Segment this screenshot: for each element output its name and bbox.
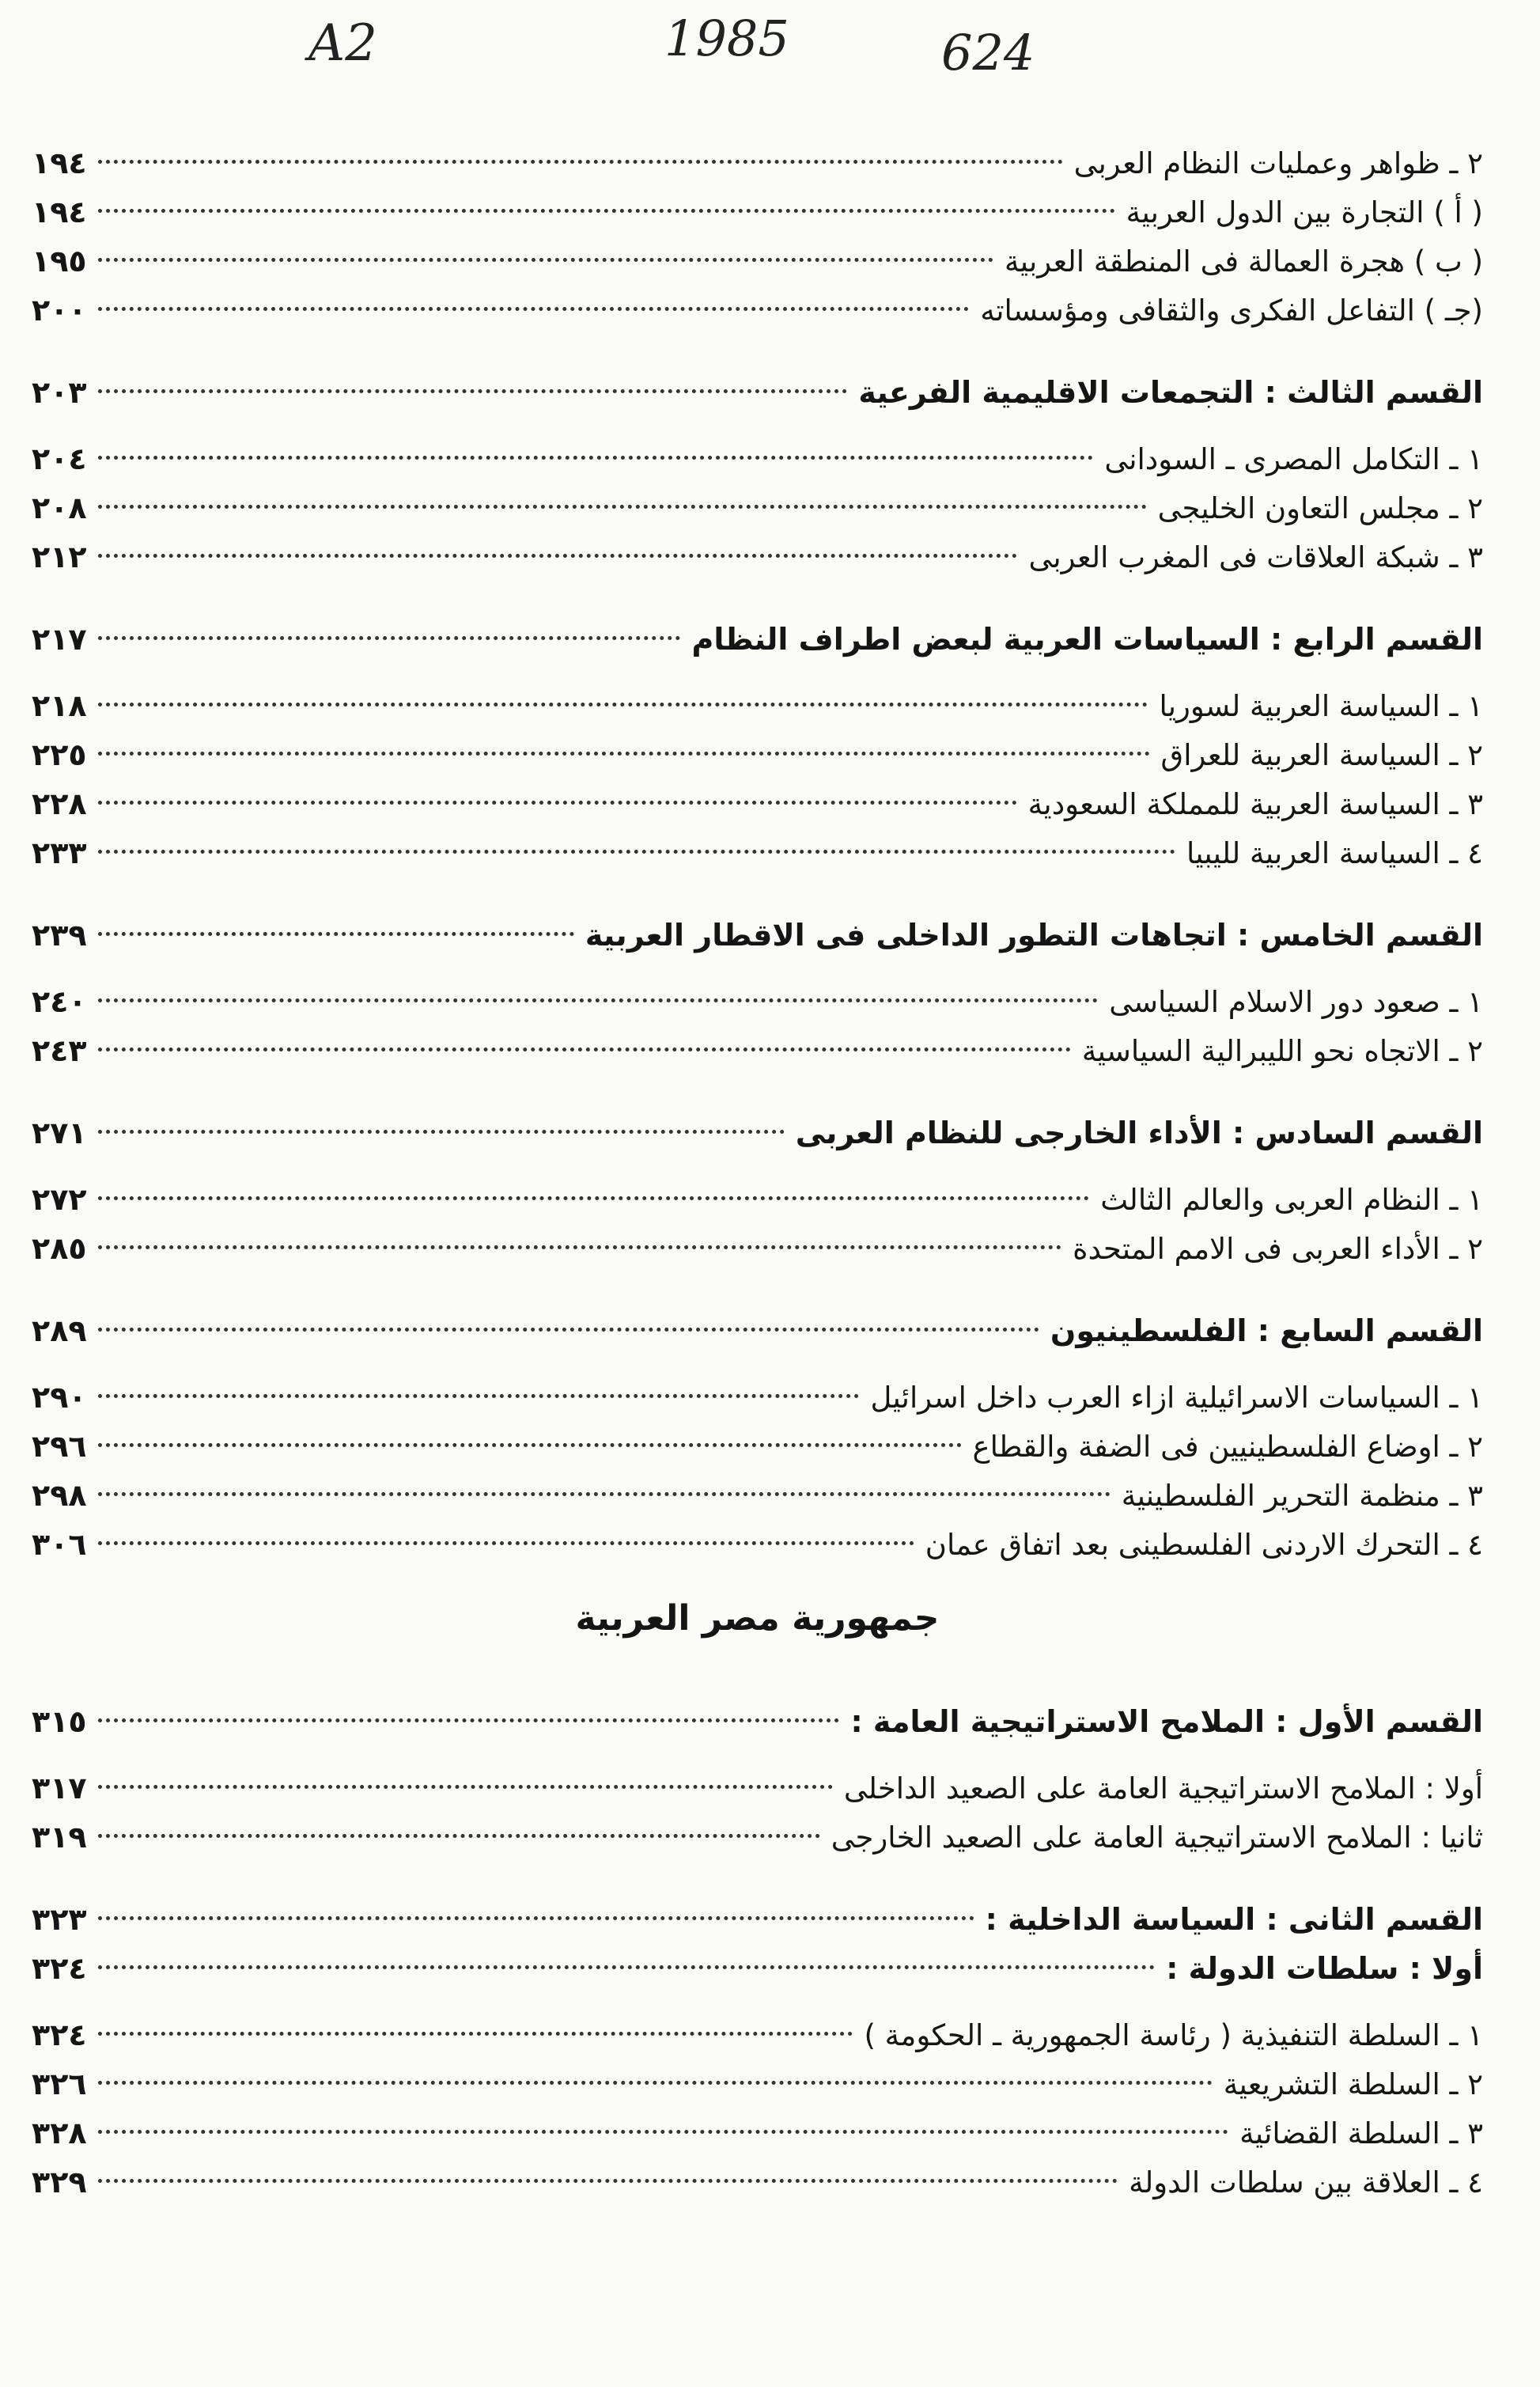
- toc-entry-label: ١ ـ السياسة العربية لسوريا: [1159, 689, 1483, 723]
- toc-entry-label: ٣ ـ السياسة العربية للمملكة السعودية: [1027, 787, 1483, 821]
- dot-leader: [98, 850, 1175, 854]
- toc-entry: [32, 1175, 1483, 1224]
- toc-entry-label: ٢ ـ اوضاع الفلسطينيين فى الضفة والقطاع: [972, 1430, 1483, 1464]
- dot-leader: [98, 2130, 1228, 2134]
- toc-entry: [32, 1471, 1483, 1520]
- toc-page-number: ٣١٥: [32, 1704, 87, 1739]
- dot-leader: [98, 1196, 1090, 1200]
- dot-leader: [98, 1048, 1071, 1051]
- toc-entry: [32, 1224, 1483, 1273]
- toc-entry: [32, 730, 1483, 779]
- toc-page-number: ٣٠٦: [32, 1527, 87, 1562]
- toc-heading: جمهورية مصر العربية: [575, 1598, 940, 1639]
- toc-entry: [32, 2010, 1483, 2059]
- toc-entry-label: القسم الأول : الملامح الاستراتيجية العامة :: [850, 1704, 1483, 1739]
- dot-leader: [98, 456, 1094, 460]
- toc-page-number: ٢١٨: [32, 688, 87, 723]
- toc-entry-label: ٤ ـ السياسة العربية لليبيا: [1186, 836, 1483, 870]
- toc-section-entry: [32, 1697, 1483, 1746]
- toc-entry: [32, 828, 1483, 877]
- toc-section-entry: [32, 1944, 1483, 1993]
- dot-leader: [98, 752, 1150, 756]
- toc-entry-label: ( أ ) التجارة بين الدول العربية: [1126, 195, 1483, 229]
- toc-entry: [32, 1813, 1483, 1862]
- toc-entry: [32, 2158, 1483, 2207]
- toc-entry-label: القسم الثانى : السياسة الداخلية :: [985, 1902, 1483, 1937]
- dot-leader: [98, 2081, 1213, 2085]
- handwritten-note-a: A2: [308, 14, 377, 73]
- toc-section-entry: [32, 1895, 1483, 1944]
- toc-entry-label: ١ ـ صعود دور الاسلام السياسى: [1109, 985, 1483, 1019]
- dot-leader: [98, 932, 574, 936]
- toc-entry: [32, 237, 1483, 286]
- dot-leader: [98, 1443, 962, 1447]
- dot-leader: [98, 998, 1099, 1002]
- toc-page-number: ٣١٩: [32, 1820, 87, 1855]
- toc-page-number: ٣٢٩: [32, 2165, 87, 2199]
- toc-page-number: ٢٩٨: [32, 1478, 87, 1513]
- toc-entry: [32, 2059, 1483, 2109]
- dot-leader: [98, 801, 1017, 805]
- toc-page-number: ٢٤٣: [32, 1033, 87, 1068]
- toc-entry: [32, 483, 1483, 532]
- toc-page-number: ٢٠٣: [32, 375, 87, 410]
- toc-entry-label: ٢ ـ الاتجاه نحو الليبرالية السياسية: [1081, 1034, 1483, 1068]
- toc-page-number: ٢٧٢: [32, 1182, 87, 1217]
- toc-page-number: ٢٨٩: [32, 1313, 87, 1348]
- toc-entry-label: (جـ ) التفاعل الفكرى والثقافى ومؤسساته: [980, 294, 1483, 328]
- dot-leader: [98, 636, 681, 640]
- toc-page-number: ٢٢٨: [32, 786, 87, 821]
- toc-page-number: ٣٢٣: [32, 1902, 87, 1937]
- toc-entry: [32, 1422, 1483, 1471]
- toc-page-number: ٢٤٠: [32, 984, 87, 1019]
- toc-entry: [32, 1764, 1483, 1813]
- toc-page-number: ٣٢٤: [32, 1951, 87, 1986]
- dot-leader: [98, 1492, 1111, 1496]
- dot-leader: [98, 389, 848, 393]
- dot-leader: [98, 505, 1147, 509]
- toc-section-entry: [32, 1108, 1483, 1158]
- toc-page-number: ١٩٤: [32, 195, 87, 229]
- toc-entry-label: ( ب ) هجرة العمالة فى المنطقة العربية: [1004, 244, 1483, 278]
- toc-page-number: ١٩٤: [32, 146, 87, 180]
- toc-page-number: ٢٢٥: [32, 737, 87, 772]
- toc-page-number: ٢٠٠: [32, 293, 87, 328]
- dot-leader: [98, 1328, 1039, 1332]
- dot-leader: [98, 1785, 833, 1789]
- toc-entry-label: أولا : الملامح الاستراتيجية العامة على الصعيد الداخلى: [843, 1771, 1483, 1805]
- toc-page-number: ٣٢٨: [32, 2116, 87, 2150]
- toc-page-number: ٢٣٣: [32, 835, 87, 870]
- dot-leader: [98, 554, 1018, 558]
- toc-entry-label: القسم الثالث : التجمعات الاقليمية الفرعية: [858, 375, 1483, 410]
- toc-page-number: ٣٢٦: [32, 2067, 87, 2101]
- toc-entry: [32, 138, 1483, 188]
- dot-leader: [98, 1965, 1156, 1969]
- toc-page-number: ٢٠٨: [32, 491, 87, 525]
- dot-leader: [98, 2032, 853, 2036]
- toc-entry-label: ٢ ـ ظواهر وعمليات النظام العربى: [1073, 146, 1483, 180]
- toc-entry-label: ١ ـ التكامل المصرى ـ السودانى: [1104, 442, 1483, 476]
- toc-entry: [32, 434, 1483, 483]
- toc-entry-label: ثانيا : الملامح الاستراتيجية العامة على الصعيد الخارجى: [831, 1821, 1483, 1855]
- toc-entry-label: ٢ ـ السلطة التشريعية: [1223, 2067, 1483, 2101]
- dot-leader: [98, 1834, 820, 1838]
- toc-section-entry: [32, 1306, 1483, 1355]
- toc-page-number: ٢٣٩: [32, 918, 87, 953]
- dot-leader: [98, 160, 1063, 164]
- toc-page-number: ١٩٥: [32, 244, 87, 278]
- dot-leader: [98, 703, 1148, 707]
- toc-section-entry: [32, 368, 1483, 417]
- toc-entry-label: ٣ ـ منظمة التحرير الفلسطينية: [1121, 1479, 1483, 1513]
- dot-leader: [98, 1916, 974, 1920]
- toc-entry: [32, 977, 1483, 1026]
- toc-entry-label: القسم الخامس : اتجاهات التطور الداخلى فى الاقطار العربية: [585, 918, 1483, 953]
- toc-page-number: ٣٢٤: [32, 2018, 87, 2052]
- toc-entry-label: ١ ـ السلطة التنفيذية ( رئاسة الجمهورية ـ الحكومة ): [864, 2018, 1483, 2052]
- toc-entry-label: ٣ ـ السلطة القضائية: [1239, 2116, 1483, 2150]
- dot-leader: [98, 1541, 914, 1545]
- toc-entry-label: ٤ ـ العلاقة بين سلطات الدولة: [1129, 2165, 1483, 2199]
- dot-leader: [98, 1394, 860, 1398]
- toc-entry: [32, 1026, 1483, 1075]
- toc-page-number: ٢١٧: [32, 622, 87, 657]
- dot-leader: [98, 258, 993, 262]
- toc-page-number: ٢٩٦: [32, 1429, 87, 1464]
- toc-section-entry: [32, 615, 1483, 664]
- toc-entry: [32, 532, 1483, 582]
- dot-leader: [98, 1718, 840, 1722]
- toc-page-number: ٢١٢: [32, 540, 87, 574]
- toc-entry-label: القسم السادس : الأداء الخارجى للنظام العربى: [795, 1116, 1483, 1150]
- handwritten-note-b: 1985: [664, 9, 789, 67]
- dot-leader: [98, 1245, 1061, 1249]
- dot-leader: [98, 2179, 1118, 2183]
- toc-entry: [32, 1520, 1483, 1569]
- toc-entry: [32, 188, 1483, 237]
- toc-entry-label: ٣ ـ شبكة العلاقات فى المغرب العربى: [1028, 540, 1483, 574]
- toc-entry: [32, 1373, 1483, 1422]
- toc-entry-label: أولا : سلطات الدولة :: [1166, 1951, 1483, 1986]
- toc-entry: [32, 681, 1483, 730]
- toc-entry-label: القسم السابع : الفلسطينيون: [1050, 1313, 1483, 1348]
- toc-entry-label: القسم الرابع : السياسات العربية لبعض اطراف النظام: [691, 622, 1483, 657]
- handwritten-note-c: 624: [941, 24, 1035, 81]
- toc-page-number: ٢٩٠: [32, 1380, 87, 1415]
- toc-page-number: ٢٨٥: [32, 1231, 87, 1266]
- toc-entry-label: ٢ ـ مجلس التعاون الخليجى: [1157, 491, 1483, 525]
- toc-page-number: ٣١٧: [32, 1771, 87, 1805]
- dot-leader: [98, 209, 1115, 213]
- toc-section-entry: [32, 911, 1483, 960]
- toc-entry: [32, 779, 1483, 828]
- toc-page-number: ٢٠٤: [32, 441, 87, 476]
- toc-entry: [32, 286, 1483, 335]
- toc-entry-label: ٢ ـ الأداء العربى فى الامم المتحدة: [1073, 1232, 1483, 1266]
- toc-entry: [32, 2109, 1483, 2158]
- table-of-contents: [32, 138, 1483, 2207]
- dot-leader: [98, 307, 970, 311]
- dot-leader: [98, 1130, 785, 1134]
- toc-page-number: ٢٧١: [32, 1116, 87, 1150]
- toc-entry-label: ١ ـ السياسات الاسرائيلية ازاء العرب داخل اسرائيل: [870, 1381, 1483, 1415]
- toc-entry-label: ٢ ـ السياسة العربية للعراق: [1160, 738, 1483, 772]
- toc-entry-label: ١ ـ النظام العربى والعالم الثالث: [1100, 1183, 1483, 1217]
- toc-entry-label: ٤ ـ التحرك الاردنى الفلسطينى بعد اتفاق عمان: [925, 1528, 1483, 1562]
